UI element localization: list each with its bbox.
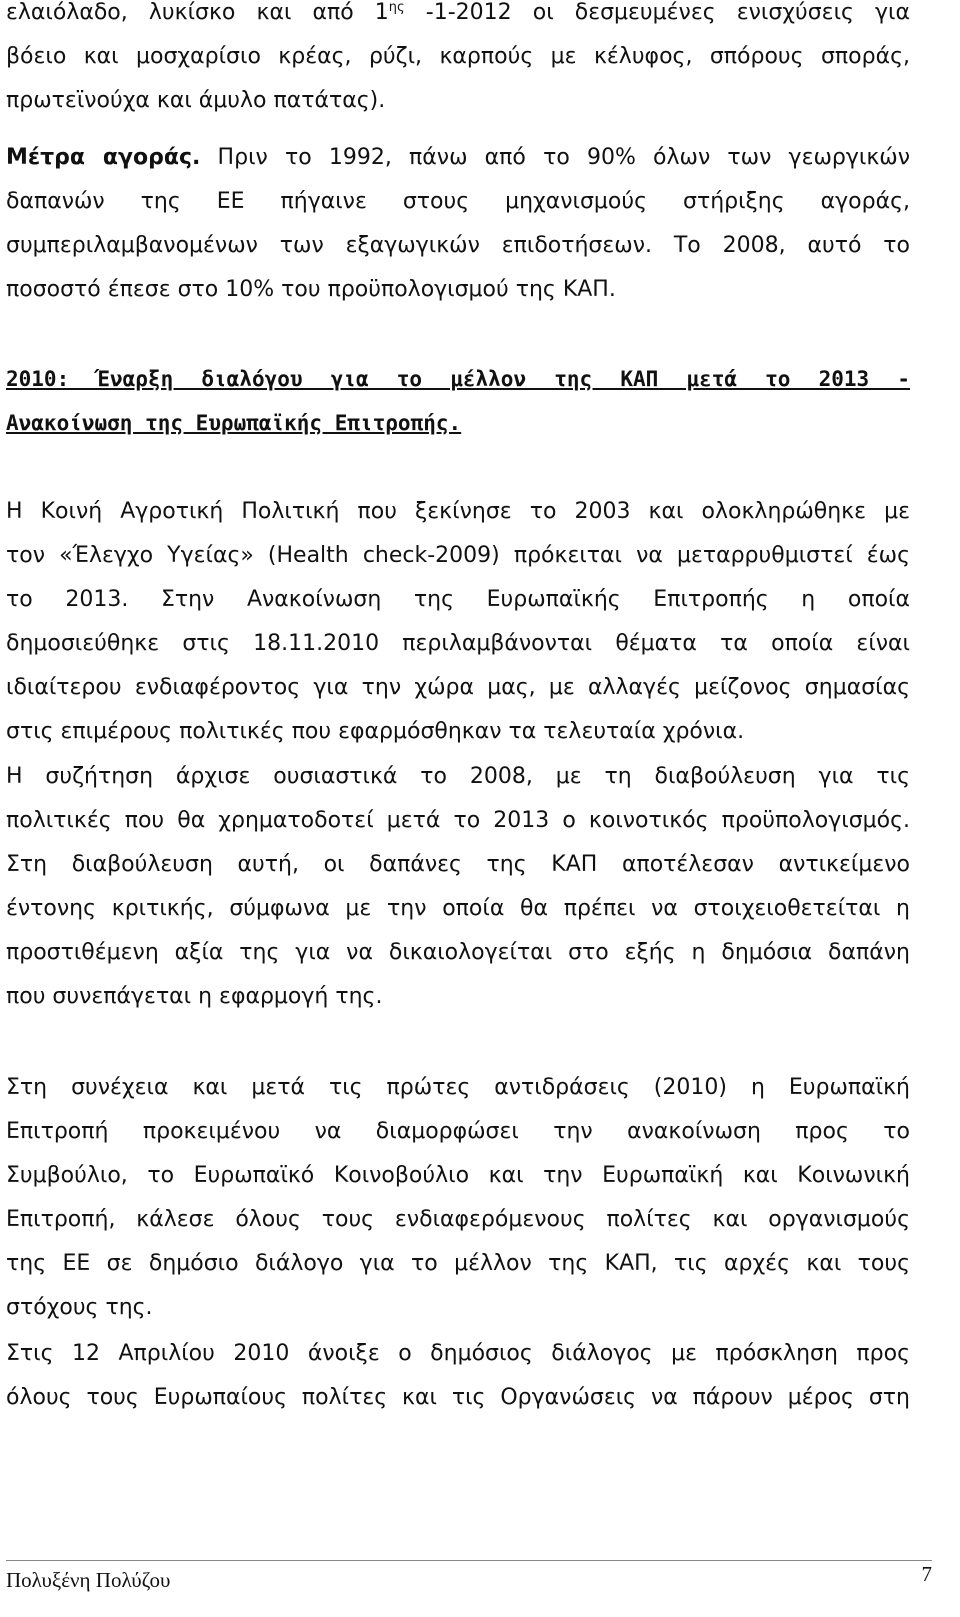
- text-line: πολιτικές που θα χρηματοδοτεί μετά το 2013 ο κοινοτικός προϋπολογισμός.: [6, 808, 910, 833]
- text-line: Στη συνέχεια και μετά τις πρώτες αντιδράσεις (2010) η Ευρωπαϊκή: [6, 1075, 910, 1100]
- page-footer: [6, 1562, 932, 1598]
- text-line: πρωτεϊνούχα και άμυλο πατάτας).: [6, 88, 386, 113]
- text-line: έντονης κριτικής, σύμφωνα με την οποία θα πρέπει να στοιχειοθετείται η: [6, 896, 910, 921]
- text-line: ιδιαίτερου ενδιαφέροντος για την χώρα μας, με αλλαγές μείζονος σημασίας: [6, 675, 910, 700]
- footer-divider: [6, 1560, 932, 1561]
- text-line: δαπανών της ΕΕ πήγαινε στους μηχανισμούς στήριξης αγοράς,: [6, 189, 910, 214]
- text-line: ελαιόλαδο, λυκίσκο και από $1^{\eta\varsigma}$ -1-2012 οι δεσμευμένες ενισχύσεις για: [6, 0, 910, 25]
- text-line: Επιτροπή, κάλεσε όλους τους ενδιαφερόμενους πολίτες και οργανισμούς: [6, 1207, 910, 1232]
- text-line: το 2013. Στην Ανακοίνωση της Ευρωπαϊκής Επιτροπής η οποία: [6, 587, 910, 612]
- text-line: Στη διαβούλευση αυτή, οι δαπάνες της ΚΑΠ αποτέλεσαν αντικείμενο: [6, 852, 910, 877]
- heading-line: 2010: Έναρξη διαλόγου για το μέλλον της ΚΑΠ μετά το 2013 -: [6, 367, 910, 391]
- text-line: στόχους της.: [6, 1295, 153, 1320]
- text-line: της ΕΕ σε δημόσιο διάλογο για το μέλλον της ΚΑΠ, τις αρχές και τους: [6, 1251, 910, 1276]
- page-number: 7: [921, 1562, 932, 1586]
- text-line: προστιθέμενη αξία της για να δικαιολογείται στο εξής η δημόσια δαπάνη: [6, 940, 910, 965]
- text-line: βόειο και μοσχαρίσιο κρέας, ρύζι, καρπούς με κέλυφος, σπόρους σποράς,: [6, 44, 910, 69]
- paragraph-market-measures: [6, 136, 910, 312]
- footer-author: Πολυξένη Πολύζου: [6, 1568, 171, 1592]
- text-line: ποσοστό έπεσε στο 10% του προϋπολογισμού της ΚΑΠ.: [6, 277, 616, 302]
- text-line: Στις 12 Απριλίου 2010 άνοιξε ο δημόσιος διάλογος με πρόσκληση προς: [6, 1341, 910, 1366]
- text-line: τον «Έλεγχο Υγείας» (Health check-2009) πρόκειται να μεταρρυθμιστεί έως: [6, 543, 910, 568]
- section-heading: [6, 357, 910, 445]
- paragraph-cap-reform: [6, 490, 910, 754]
- text-line: Επιτροπή προκειμένου να διαμορφώσει την ανακοίνωση προς το: [6, 1119, 910, 1144]
- text-line: που συνεπάγεται η εφαρμογή της.: [6, 984, 383, 1009]
- paragraph-consultation: [6, 755, 910, 1019]
- paragraph-public-debate: [6, 1066, 910, 1330]
- text-line: στις επιμέρους πολιτικές που εφαρμόσθηκαν τα τελευταία χρόνια.: [6, 719, 745, 744]
- ordinal-superscript: ης: [388, 0, 405, 15]
- text-line: δημοσιεύθηκε στις 18.11.2010 περιλαμβάνονται θέματα τα οποία είναι: [6, 631, 910, 656]
- text-line: Μέτρα αγοράς. Πριν το 1992, πάνω από το 90% όλων των γεωργικών: [6, 145, 910, 170]
- text-line: συμπεριλαμβανομένων των εξαγωγικών επιδοτήσεων. Το 2008, αυτό το: [6, 233, 910, 258]
- text-line: Συμβούλιο, το Ευρωπαϊκό Κοινοβούλιο και την Ευρωπαϊκή και Κοινωνική: [6, 1163, 910, 1188]
- text-line: Η Κοινή Αγροτική Πολιτική που ξεκίνησε το 2003 και ολοκληρώθηκε με: [6, 499, 910, 524]
- text-line: Η συζήτηση άρχισε ουσιαστικά το 2008, με τη διαβούλευση για τις: [6, 764, 910, 789]
- paragraph-continuation: [6, 0, 910, 123]
- bold-lead-in: Μέτρα αγοράς.: [6, 145, 201, 170]
- paragraph-april-2010: [6, 1332, 910, 1420]
- heading-line: Ανακοίνωση της Ευρωπαϊκής Επιτροπής.: [6, 411, 462, 435]
- text-line: όλους τους Ευρωπαίους πολίτες και τις Οργανώσεις να πάρουν μέρος στη: [6, 1385, 910, 1410]
